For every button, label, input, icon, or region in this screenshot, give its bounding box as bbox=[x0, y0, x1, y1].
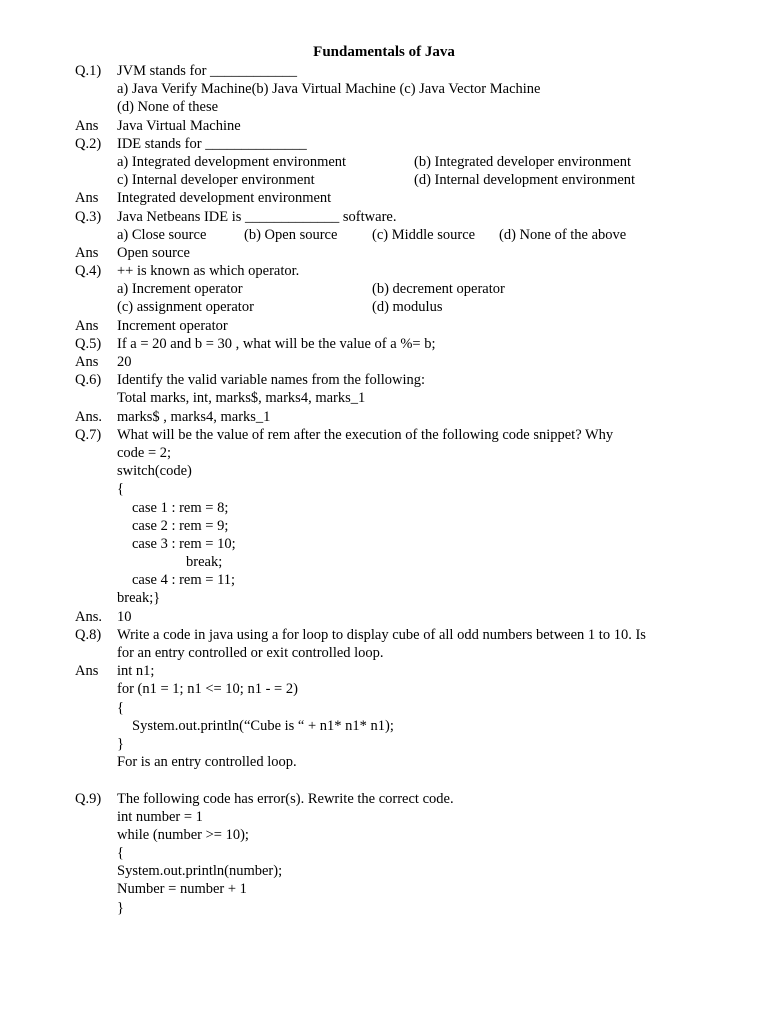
q9-label: Q.9) bbox=[75, 790, 102, 807]
q8-code-line bbox=[0, 735, 768, 753]
code-line: for (n1 = 1; n1 <= 10; n1 - = 2) bbox=[117, 681, 298, 698]
q8-question-row-2 bbox=[0, 644, 768, 662]
q9-code-line bbox=[0, 899, 768, 917]
q1-answer: Java Virtual Machine bbox=[117, 117, 241, 134]
q3-options-row bbox=[0, 226, 768, 244]
code-line: int n1; bbox=[117, 663, 155, 680]
q5-label: Q.5) bbox=[75, 335, 102, 352]
q2-option-a: a) Integrated development environment bbox=[117, 153, 347, 170]
q6-names: Total marks, int, marks$, marks4, marks_1 bbox=[117, 390, 366, 407]
q7-question-row bbox=[0, 426, 768, 444]
q3-question-row bbox=[0, 208, 768, 226]
q8-code-line bbox=[0, 699, 768, 717]
q2-label: Q.2) bbox=[75, 135, 102, 152]
q4-ans-label: Ans bbox=[75, 317, 99, 334]
q3-option-a: a) Close source bbox=[117, 226, 207, 243]
code-line: case 1 : rem = 8; bbox=[132, 499, 229, 516]
q3-option-d: (d) None of the above bbox=[499, 226, 627, 243]
q3-option-b: (b) Open source bbox=[244, 226, 338, 243]
q2-answer: Integrated development environment bbox=[117, 190, 332, 207]
q2-question-row bbox=[0, 135, 768, 153]
q3-label: Q.3) bbox=[75, 208, 102, 225]
q1-question: JVM stands for ____________ bbox=[117, 63, 298, 79]
q3-ans-label: Ans bbox=[75, 244, 99, 261]
q6-question: Identify the valid variable names from the following: bbox=[117, 372, 426, 389]
q7-code-line bbox=[0, 444, 768, 462]
code-line: case 4 : rem = 11; bbox=[132, 572, 236, 589]
q7-label: Q.7) bbox=[75, 426, 102, 443]
code-line: Number = number + 1 bbox=[117, 881, 247, 898]
code-line: { bbox=[117, 481, 124, 498]
q7-code-line bbox=[0, 535, 768, 553]
q2-ans-label: Ans bbox=[75, 190, 99, 207]
q4-options-row-1 bbox=[0, 280, 768, 298]
document-title: Fundamentals of Java bbox=[313, 44, 455, 60]
q8-code-line bbox=[0, 717, 768, 735]
q7-code-line bbox=[0, 499, 768, 517]
q1-options-row bbox=[0, 80, 768, 98]
q2-option-b: (b) Integrated developer environment bbox=[414, 153, 632, 170]
q1-question-row bbox=[0, 62, 768, 80]
q1-label: Q.1) bbox=[75, 63, 102, 79]
q6-names-row bbox=[0, 389, 768, 407]
q5-answer: 20 bbox=[117, 354, 132, 370]
q3-option-c: (c) Middle source bbox=[372, 226, 476, 243]
q4-option-c: (c) assignment operator bbox=[117, 299, 254, 316]
q7-ans-label: Ans. bbox=[75, 608, 102, 625]
code-line: { bbox=[117, 845, 124, 862]
q7-code-line bbox=[0, 480, 768, 498]
code-line: code = 2; bbox=[117, 444, 172, 461]
q3-question: Java Netbeans IDE is _____________ software. bbox=[117, 208, 397, 225]
q7-code-line bbox=[0, 517, 768, 535]
code-line: System.out.println(number); bbox=[117, 863, 283, 880]
code-line: case 2 : rem = 9; bbox=[132, 517, 229, 534]
q9-code-line bbox=[0, 862, 768, 880]
q9-code-line bbox=[0, 844, 768, 862]
q4-option-a: a) Increment operator bbox=[117, 281, 243, 298]
q8-code-line bbox=[0, 753, 768, 771]
q9-question: The following code has error(s). Rewrite the correct code. bbox=[117, 790, 454, 807]
q5-question-row bbox=[0, 335, 768, 353]
q1-answer-row bbox=[0, 117, 768, 135]
q2-option-c: c) Internal developer environment bbox=[117, 172, 315, 189]
q4-question-row bbox=[0, 262, 768, 280]
q9-code-line bbox=[0, 808, 768, 826]
q5-question: If a = 20 and b = 30 , what will be the value of a %= b; bbox=[117, 335, 436, 352]
q9-code-line bbox=[0, 880, 768, 898]
q5-answer-row bbox=[0, 353, 768, 371]
q8-question-line-1: Write a code in java using a for loop to display cube of all odd numbers between 1 to 10. Is bbox=[117, 626, 646, 643]
q8-question-line-2: for an entry controlled or exit controlled loop. bbox=[117, 645, 384, 661]
q6-question-row bbox=[0, 371, 768, 389]
blank-line bbox=[0, 771, 768, 789]
q4-option-b: (b) decrement operator bbox=[372, 281, 505, 298]
code-line: switch(code) bbox=[117, 463, 192, 480]
q8-answer-row bbox=[0, 662, 768, 680]
q6-answer: marks$ , marks4, marks_1 bbox=[117, 408, 271, 425]
q6-answer-row bbox=[0, 408, 768, 426]
q5-ans-label: Ans bbox=[75, 354, 99, 370]
q2-options-row-2 bbox=[0, 171, 768, 189]
q7-answer: 10 bbox=[117, 608, 132, 625]
q3-answer: Open source bbox=[117, 244, 190, 261]
q9-code-line bbox=[0, 826, 768, 844]
q8-label: Q.8) bbox=[75, 626, 102, 643]
q7-code-line bbox=[0, 589, 768, 607]
code-line: while (number >= 10); bbox=[117, 826, 249, 843]
code-line: int number = 1 bbox=[117, 808, 203, 825]
q8-code-line bbox=[0, 680, 768, 698]
code-line: case 3 : rem = 10; bbox=[132, 535, 236, 552]
q8-ans-label: Ans bbox=[75, 663, 99, 680]
q7-answer-row bbox=[0, 608, 768, 626]
q9-question-row bbox=[0, 790, 768, 808]
q2-answer-row bbox=[0, 189, 768, 207]
q1-ans-label: Ans bbox=[75, 117, 99, 134]
q2-question: IDE stands for ______________ bbox=[117, 135, 307, 152]
q6-label: Q.6) bbox=[75, 372, 102, 389]
q4-option-d: (d) modulus bbox=[372, 299, 443, 316]
q4-question: ++ is known as which operator. bbox=[117, 263, 300, 280]
code-line: } bbox=[117, 899, 124, 916]
code-line: break; bbox=[186, 554, 223, 571]
q2-options-row-1 bbox=[0, 153, 768, 171]
q6-ans-label: Ans. bbox=[75, 408, 102, 425]
q1-options: a) Java Verify Machine(b) Java Virtual Machine (c) Java Vector Machine bbox=[117, 81, 541, 98]
code-line: System.out.println(“Cube is “ + n1* n1* n1); bbox=[132, 717, 394, 734]
q1-option-d: (d) None of these bbox=[117, 99, 219, 116]
q4-answer: Increment operator bbox=[117, 317, 228, 334]
q3-answer-row bbox=[0, 244, 768, 262]
code-line: { bbox=[117, 699, 124, 716]
q1-option-d-row bbox=[0, 98, 768, 116]
q4-options-row-2 bbox=[0, 298, 768, 316]
code-line: break;} bbox=[117, 590, 161, 607]
q4-answer-row bbox=[0, 317, 768, 335]
q7-question: What will be the value of rem after the execution of the following code snippet? Why bbox=[117, 426, 614, 443]
q2-option-d: (d) Internal development environment bbox=[414, 172, 636, 189]
question-list bbox=[0, 62, 768, 917]
q8-answer-note: For is an entry controlled loop. bbox=[117, 754, 297, 771]
code-line: } bbox=[117, 735, 124, 752]
q7-code-line bbox=[0, 553, 768, 571]
q7-code-line bbox=[0, 571, 768, 589]
q4-label: Q.4) bbox=[75, 263, 102, 280]
q7-code-line bbox=[0, 462, 768, 480]
q8-question-row bbox=[0, 626, 768, 644]
